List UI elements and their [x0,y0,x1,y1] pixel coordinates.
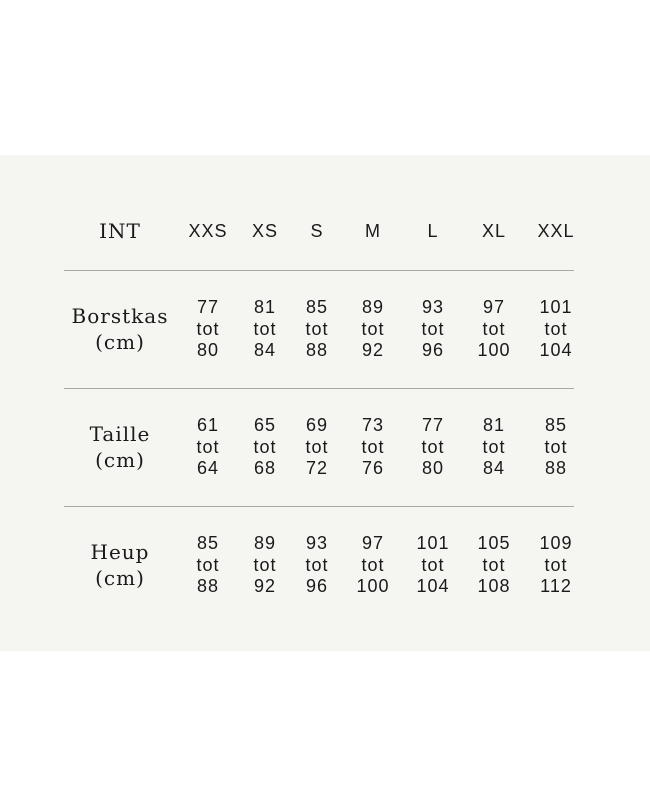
row-label [60,303,180,355]
size-value: 73 [361,415,385,435]
size-cell-xs [235,415,295,480]
row-divider [64,270,574,271]
size-value: 64 [196,458,220,478]
size-value: 92 [361,340,385,360]
size-cell-xxl [526,297,586,362]
row-label-unit: (cm) [95,448,145,472]
size-value: 93 [421,297,445,317]
size-value: tot [196,318,220,339]
size-value: tot [253,554,277,575]
size-value: 100 [477,340,511,360]
size-value: 76 [361,458,385,478]
size-value: tot [544,554,568,575]
size-cell-l [403,297,463,362]
size-cell-s [287,533,347,598]
row-divider [64,506,574,507]
size-value: 97 [361,533,385,553]
size-value: 88 [196,576,220,596]
size-cell-m [343,415,403,480]
size-cell-xs [235,533,295,598]
size-value: tot [196,436,220,457]
size-value: 112 [540,576,572,596]
size-value: 80 [421,458,445,478]
size-value: 101 [539,297,573,317]
size-value: tot [361,318,385,339]
size-value: 89 [253,533,277,553]
size-header-m: M [365,221,381,241]
size-value: 93 [305,533,329,553]
size-value: 85 [305,297,329,317]
size-value: 81 [253,297,277,317]
size-value: tot [482,318,506,339]
size-value: 104 [416,576,450,596]
size-value: tot [482,554,506,575]
size-value: 100 [356,576,390,596]
size-cell-m [343,297,403,362]
size-value: 84 [253,340,277,360]
row-label-name: Borstkas [71,304,169,328]
size-value: tot [421,318,445,339]
size-value: tot [196,554,220,575]
size-cell-xl [464,415,524,480]
size-value: tot [482,436,506,457]
size-cell-xl [464,533,524,598]
size-value: tot [305,318,329,339]
size-cell-xxl [526,533,586,598]
size-value: tot [305,554,329,575]
size-value: tot [361,554,385,575]
size-cell-s [287,415,347,480]
int-header-label: INT [99,219,141,243]
size-cell-xxs [178,297,238,362]
size-value: 96 [421,340,445,360]
size-cell-l [403,415,463,480]
size-value: 88 [544,458,568,478]
size-value: 69 [305,415,329,435]
size-value: tot [544,436,568,457]
size-value: tot [361,436,385,457]
size-cell-xl [464,297,524,362]
size-cell-xxs [178,415,238,480]
size-cell-xs [235,297,295,362]
size-header-xxl: XXL [537,221,575,241]
size-value: 61 [196,415,220,435]
size-value: 85 [196,533,220,553]
size-header-row [0,218,650,244]
size-cell-s [287,297,347,362]
size-value: 96 [305,576,329,596]
size-header-s: S [310,221,324,241]
size-value: 109 [539,533,573,553]
size-value: 105 [477,533,511,553]
size-value: 84 [482,458,506,478]
size-cell-xxl [526,415,586,480]
row-label-unit: (cm) [95,566,145,590]
size-value: 80 [196,340,220,360]
row-divider [64,388,574,389]
size-value: 77 [196,297,220,317]
size-value: tot [305,436,329,457]
size-value: 104 [539,340,573,360]
row-label-unit: (cm) [95,330,145,354]
size-cell-m [343,533,403,598]
size-header-xxs: XXS [188,221,228,241]
size-value: 77 [421,415,445,435]
row-label-name: Heup [90,540,150,564]
size-value: 68 [253,458,277,478]
size-value: 89 [361,297,385,317]
size-value: tot [421,554,445,575]
size-header-xl: XL [481,221,507,241]
size-value: 108 [477,576,511,596]
size-value: 85 [544,415,568,435]
row-label [60,539,180,591]
size-value: 81 [482,415,506,435]
size-value: 88 [305,340,329,360]
size-value: tot [253,436,277,457]
size-value: 97 [482,297,506,317]
size-header-l: L [427,221,439,241]
size-header-xs: XS [251,221,278,241]
size-value: tot [421,436,445,457]
size-value: 92 [253,576,277,596]
size-value: 72 [305,458,329,478]
size-value: tot [253,318,277,339]
row-label [60,421,180,473]
size-cell-xxs [178,533,238,598]
row-label-name: Taille [89,422,151,446]
size-value: 65 [253,415,277,435]
size-value: 101 [416,533,450,553]
size-cell-l [403,533,463,598]
size-value: tot [544,318,568,339]
